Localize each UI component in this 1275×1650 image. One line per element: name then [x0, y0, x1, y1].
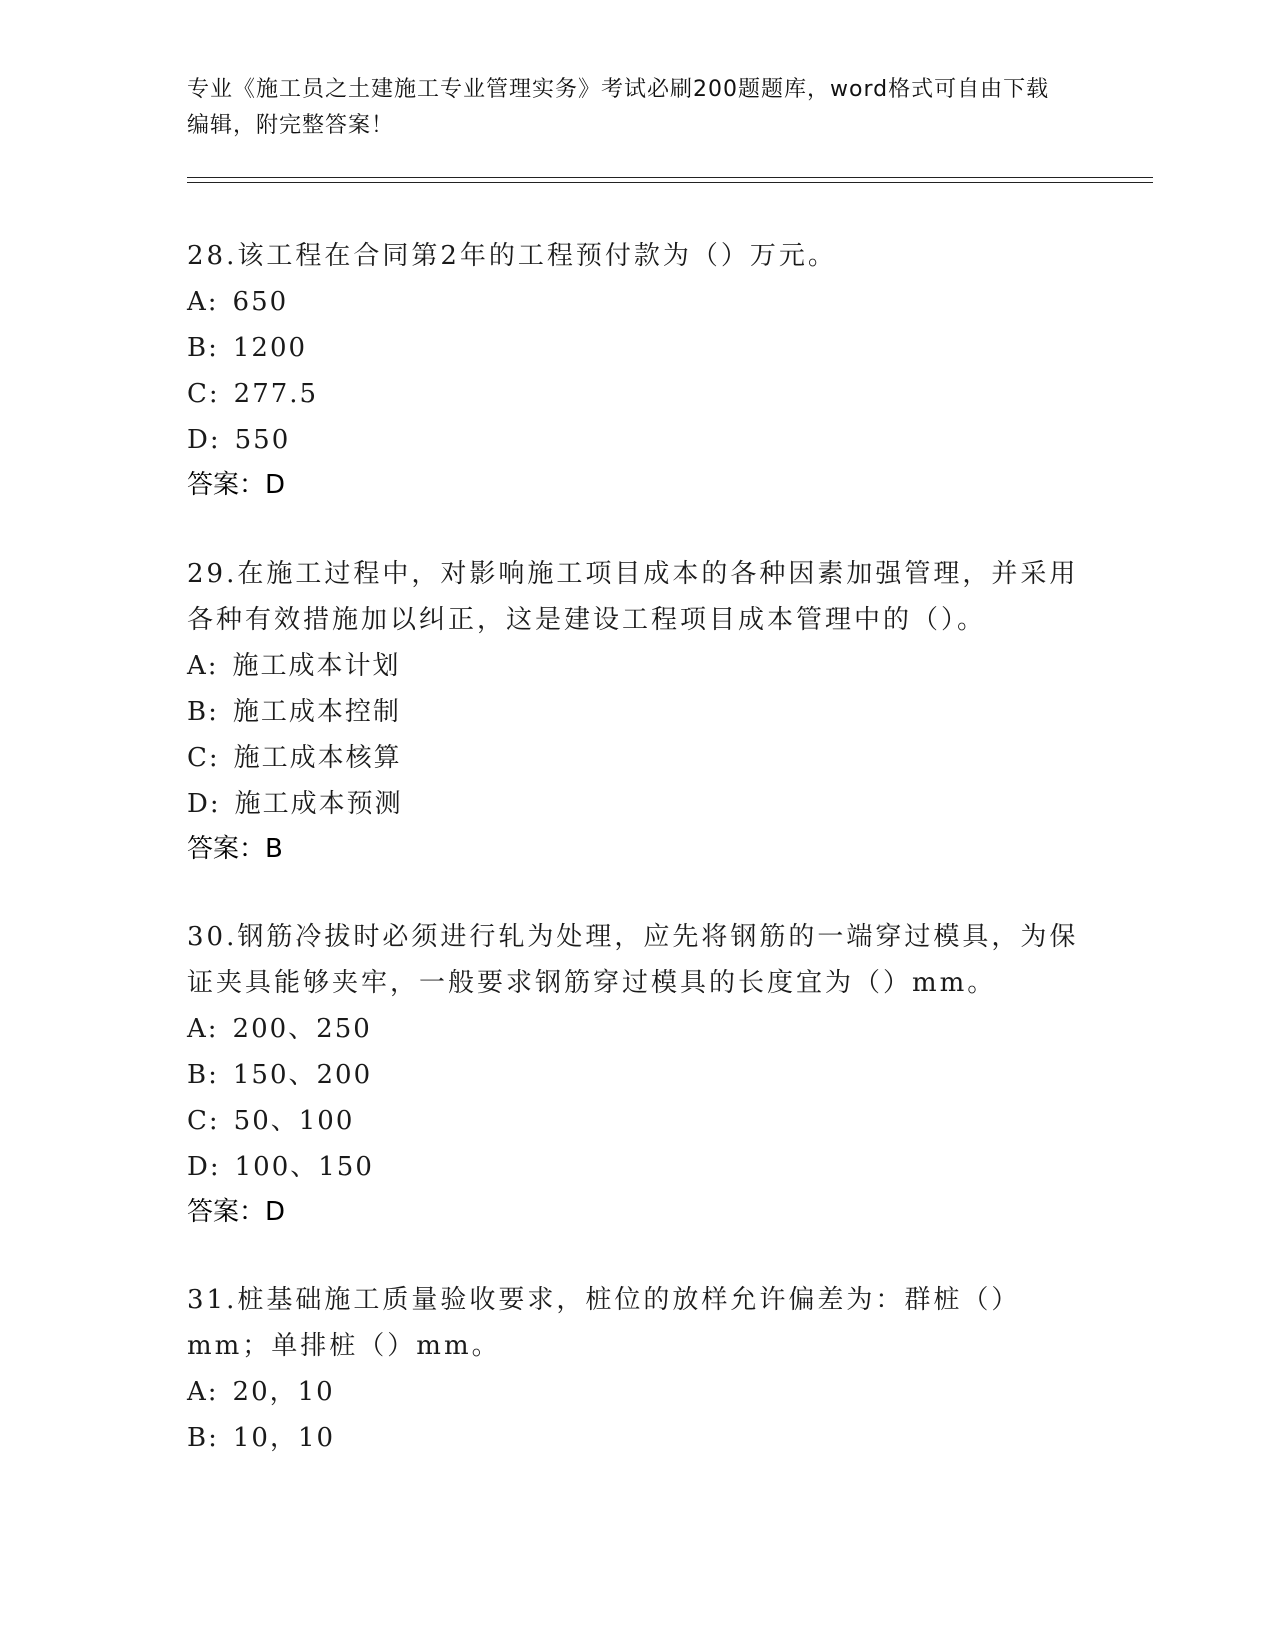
option-list	[187, 1006, 1087, 1190]
option-letter: B:	[187, 1423, 219, 1453]
question-stem: 30.钢筋冷拔时必须进行轧为处理，应先将钢筋的一端穿过模具，为保证夹具能够夹牢，一般要求钢筋穿过模具的长度宜为（）mm。	[187, 922, 1079, 998]
option-b	[187, 689, 1087, 735]
option-letter: C:	[187, 1106, 220, 1136]
option-text: 550	[234, 425, 291, 455]
question-28	[187, 233, 1087, 507]
document-header: 专业《施工员之土建施工专业管理实务》考试必刷200题题库，word格式可自由下载编辑，附完整答案！	[187, 77, 1050, 138]
option-d	[187, 1144, 1087, 1190]
option-letter: B:	[187, 333, 219, 363]
option-letter: B:	[187, 697, 219, 727]
option-letter: B:	[187, 1060, 219, 1090]
question-stem: 31.桩基础施工质量验收要求，桩位的放样允许偏差为：群桩（）mm；单排桩（）mm。	[187, 1285, 1021, 1361]
option-b	[187, 325, 1087, 371]
header-divider-bottom	[187, 182, 1153, 183]
answer-key: 答案：B	[187, 834, 283, 864]
option-b	[187, 1415, 1087, 1461]
option-letter: A:	[187, 651, 219, 681]
option-text: 200、250	[232, 1014, 372, 1044]
header-divider-top	[187, 177, 1153, 178]
answer-key: 答案：D	[187, 470, 286, 500]
option-b	[187, 1052, 1087, 1098]
option-c	[187, 735, 1087, 781]
question-stem: 29.在施工过程中，对影响施工项目成本的各种因素加强管理，并采用各种有效措施加以纠正，这是建设工程项目成本管理中的（）。	[187, 559, 1079, 635]
option-text: 施工成本计划	[232, 651, 401, 681]
option-text: 施工成本预测	[234, 789, 403, 819]
option-text: 150、200	[232, 1060, 373, 1090]
question-stem: 28.该工程在合同第2年的工程预付款为（）万元。	[187, 241, 837, 271]
option-a	[187, 1006, 1087, 1052]
option-letter: C:	[187, 743, 220, 773]
option-letter: A:	[187, 1377, 219, 1407]
option-c	[187, 371, 1087, 417]
option-text: 277.5	[233, 379, 319, 409]
option-a	[187, 279, 1087, 325]
option-letter: A:	[187, 287, 219, 317]
option-text: 50、100	[233, 1106, 355, 1136]
option-letter: A:	[187, 1014, 219, 1044]
option-letter: C:	[187, 379, 220, 409]
option-a	[187, 1369, 1087, 1415]
option-letter: D:	[187, 1152, 221, 1182]
answer-key: 答案：D	[187, 1197, 286, 1227]
option-d	[187, 417, 1087, 463]
option-letter: D:	[187, 425, 221, 455]
option-c	[187, 1098, 1087, 1144]
option-text: 100、150	[234, 1152, 374, 1182]
option-text: 650	[232, 287, 289, 317]
option-letter: D:	[187, 789, 221, 819]
option-d	[187, 781, 1087, 827]
option-text: 1200	[232, 333, 308, 363]
question-29	[187, 551, 1087, 871]
option-text: 施工成本控制	[232, 697, 401, 727]
option-text: 20，10	[232, 1377, 335, 1407]
option-list	[187, 1369, 1087, 1461]
option-list	[187, 643, 1087, 827]
option-a	[187, 643, 1087, 689]
question-30	[187, 914, 1087, 1234]
question-31	[187, 1277, 1087, 1461]
option-list	[187, 279, 1087, 463]
option-text: 施工成本核算	[233, 743, 402, 773]
option-text: 10，10	[232, 1423, 336, 1453]
